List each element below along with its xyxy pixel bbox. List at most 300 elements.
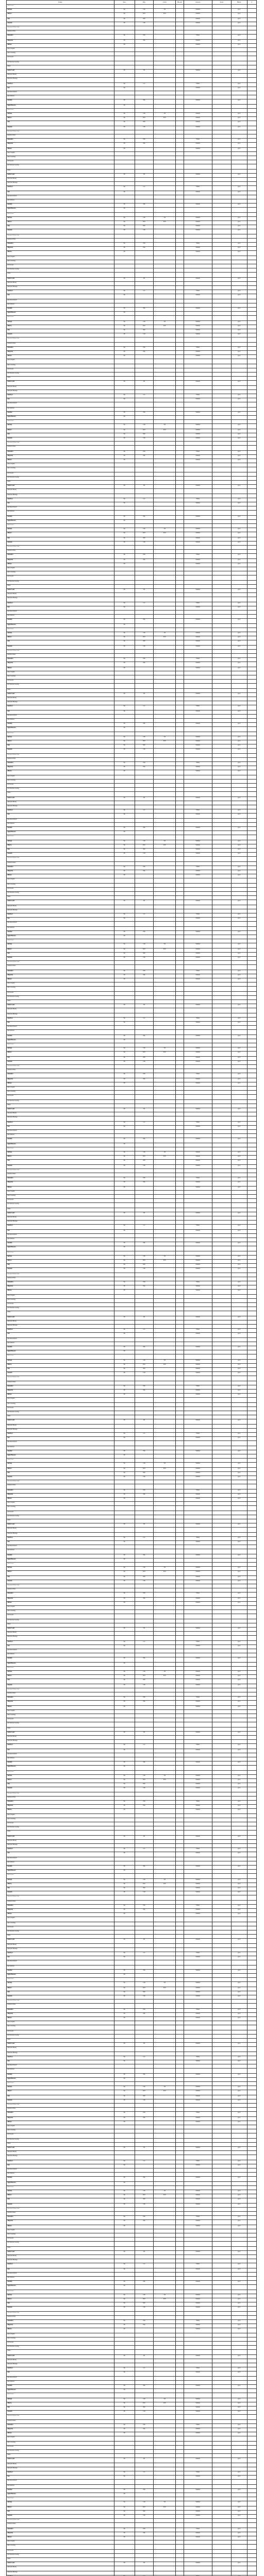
cell-zone bbox=[212, 343, 232, 347]
cell-color bbox=[154, 2030, 176, 2035]
cell-hardy bbox=[231, 1874, 247, 1879]
cell-bloom bbox=[176, 749, 184, 754]
cell-count bbox=[247, 408, 256, 412]
cell-hardy bbox=[231, 1130, 247, 1134]
cell-size bbox=[114, 1999, 135, 2004]
cell-hardy: good bbox=[231, 1879, 247, 1883]
cell-count bbox=[247, 1657, 256, 1663]
cell-bloom bbox=[176, 1866, 184, 1870]
cell-bloom bbox=[176, 377, 184, 381]
cell-name: Alliston bbox=[7, 44, 114, 48]
cell-size: Sm bbox=[114, 1537, 135, 1541]
cell-zone bbox=[212, 74, 232, 78]
cell-height: Crm bbox=[135, 1476, 154, 1480]
cell-season bbox=[184, 1506, 212, 1511]
cell-season bbox=[184, 1303, 212, 1307]
cell-name: Ann bbox=[7, 710, 114, 715]
cell-season bbox=[184, 1295, 212, 1299]
cell-size: Ml bbox=[114, 563, 135, 567]
cell-season: Summer bbox=[184, 619, 212, 624]
cell-zone bbox=[212, 1948, 232, 1952]
cell-count bbox=[247, 632, 256, 636]
cell-count bbox=[247, 684, 256, 689]
cell-size bbox=[114, 987, 135, 992]
cell-zone bbox=[212, 2151, 232, 2155]
cell-bloom bbox=[176, 1147, 184, 1151]
cell-hardy bbox=[231, 1814, 247, 1818]
cell-count bbox=[247, 784, 256, 788]
cell-zone bbox=[212, 701, 232, 705]
cell-color bbox=[154, 95, 176, 99]
cell-hardy: good bbox=[231, 1108, 247, 1112]
cell-count bbox=[247, 2021, 256, 2025]
cell-zone bbox=[212, 537, 232, 541]
cell-color bbox=[154, 779, 176, 784]
table-row bbox=[7, 1230, 257, 1234]
table-row bbox=[7, 1787, 257, 1792]
table-row bbox=[7, 260, 257, 264]
cell-zone bbox=[212, 1883, 232, 1887]
table-row bbox=[7, 221, 257, 225]
cell-bloom bbox=[176, 455, 184, 459]
cell-hardy: good bbox=[231, 809, 247, 814]
cell-height: Yel bbox=[135, 2147, 154, 2151]
cell-bloom bbox=[176, 1372, 184, 1376]
cell-color bbox=[154, 1732, 176, 1736]
cell-name: Amethyst bbox=[7, 705, 114, 710]
cell-bloom bbox=[176, 1753, 184, 1757]
cell-zone bbox=[212, 593, 232, 597]
cell-season: Summer bbox=[184, 1316, 212, 1320]
cell-zone bbox=[212, 680, 232, 684]
cell-name: Allegretta bbox=[7, 1285, 114, 1290]
cell-size: Ml bbox=[114, 2121, 135, 2125]
cell-season bbox=[184, 264, 212, 268]
cell-color bbox=[154, 662, 176, 667]
cell-count bbox=[247, 1246, 256, 1251]
cell-name: Alice Greening bbox=[7, 675, 114, 680]
cell-name: Alex bbox=[7, 225, 114, 229]
cell-count bbox=[247, 1999, 256, 2004]
cell-count bbox=[247, 740, 256, 744]
cell-height bbox=[135, 835, 154, 840]
cell-zone bbox=[212, 22, 232, 26]
cell-height bbox=[135, 1870, 154, 1874]
cell-name: Alex bbox=[7, 849, 114, 853]
cell-hardy bbox=[231, 299, 247, 303]
cell-color bbox=[154, 1246, 176, 1251]
cell-size bbox=[114, 1861, 135, 1866]
cell-name: Annabel bbox=[7, 516, 114, 520]
cell-hardy bbox=[231, 1415, 247, 1419]
cell-color bbox=[154, 337, 176, 343]
cell-count bbox=[247, 1065, 256, 1069]
cell-height: Yel bbox=[135, 485, 154, 489]
cell-bloom bbox=[176, 823, 184, 827]
cell-zone bbox=[212, 1879, 232, 1883]
cell-bloom bbox=[176, 282, 184, 286]
cell-count bbox=[247, 13, 256, 18]
table-row bbox=[7, 1970, 257, 1974]
cell-name: Ann Sullivan bbox=[7, 1134, 114, 1138]
cell-name: American Beauty bbox=[7, 1632, 114, 1636]
cell-height: Lav bbox=[135, 1018, 154, 1022]
cell-height bbox=[135, 416, 154, 420]
cell-season bbox=[184, 1926, 212, 1930]
cell-color: Yel bbox=[154, 1567, 176, 1571]
cell-season: Summer bbox=[184, 1108, 212, 1112]
cell-bloom bbox=[176, 1641, 184, 1645]
cell-season: Winter bbox=[184, 498, 212, 502]
cell-zone bbox=[212, 2139, 232, 2143]
cell-zone bbox=[212, 896, 232, 900]
cell-hardy bbox=[231, 1533, 247, 1537]
table-row bbox=[7, 1506, 257, 1511]
table-row bbox=[7, 705, 257, 710]
cell-name: Abbie Forest bbox=[7, 1771, 114, 1775]
cell-bloom bbox=[176, 1779, 184, 1783]
cell-color: Yel bbox=[154, 217, 176, 221]
table-row bbox=[7, 1567, 257, 1571]
cell-height: Lav bbox=[135, 1537, 154, 1541]
cell-height: Ptch bbox=[135, 429, 154, 433]
cell-name: Allegretta bbox=[7, 1909, 114, 1913]
cell-hardy: good bbox=[231, 498, 247, 502]
table-row bbox=[7, 1905, 257, 1909]
cell-bloom bbox=[176, 2009, 184, 2013]
cell-height bbox=[135, 1895, 154, 1901]
cell-zone bbox=[212, 840, 232, 844]
cell-height bbox=[135, 459, 154, 463]
table-row bbox=[7, 1866, 257, 1870]
cell-size bbox=[114, 581, 135, 585]
cell-height: Ptch bbox=[135, 1052, 154, 1057]
cell-zone bbox=[212, 372, 232, 377]
cell-bloom bbox=[176, 1061, 184, 1065]
cell-color bbox=[154, 1290, 176, 1295]
cell-bloom bbox=[176, 554, 184, 559]
cell-zone bbox=[212, 333, 232, 337]
cell-count bbox=[247, 853, 256, 857]
cell-season: Summer bbox=[184, 589, 212, 593]
cell-zone bbox=[212, 1329, 232, 1333]
cell-size bbox=[114, 888, 135, 892]
cell-zone bbox=[212, 1952, 232, 1956]
cell-height bbox=[135, 1502, 154, 1506]
cell-count bbox=[247, 437, 256, 442]
cell-zone bbox=[212, 195, 232, 199]
cell-hardy bbox=[231, 377, 247, 381]
cell-season bbox=[184, 1459, 212, 1463]
cell-zone bbox=[212, 775, 232, 779]
cell-color bbox=[154, 1727, 176, 1732]
cell-name: All Varieties Growing bbox=[7, 61, 114, 65]
cell-name: Ann Sullivan bbox=[7, 1965, 114, 1970]
cell-name: Alabama Wmel bbox=[7, 758, 114, 762]
cell-color bbox=[154, 70, 176, 74]
cell-color bbox=[154, 1787, 176, 1792]
cell-count bbox=[247, 394, 256, 398]
cell-hardy bbox=[231, 701, 247, 705]
cell-name: Alice Greening bbox=[7, 52, 114, 56]
cell-color bbox=[154, 650, 176, 654]
cell-count bbox=[247, 1441, 256, 1446]
cell-size bbox=[114, 477, 135, 481]
cell-name: Annabel bbox=[7, 2074, 114, 2078]
cell-size: Sm bbox=[114, 744, 135, 749]
table-row bbox=[7, 1722, 257, 1727]
table-row bbox=[7, 1727, 257, 1732]
cell-hardy bbox=[231, 571, 247, 575]
cell-count bbox=[247, 1100, 256, 1104]
cell-name: Ann Dean Nuttall bbox=[7, 1234, 114, 1238]
cell-season bbox=[184, 195, 212, 199]
cell-height bbox=[135, 390, 154, 394]
cell-color bbox=[154, 646, 176, 650]
cell-name: American Beauty bbox=[7, 1736, 114, 1740]
cell-bloom bbox=[176, 2021, 184, 2025]
cell-bloom bbox=[176, 286, 184, 290]
cell-zone bbox=[212, 1740, 232, 1744]
cell-size bbox=[114, 1930, 135, 1935]
cell-name: Alberta bbox=[7, 1052, 114, 1057]
cell-name: Alice Chaplin bbox=[7, 775, 114, 779]
cell-height: Yel bbox=[135, 693, 154, 697]
cell-bloom bbox=[176, 1246, 184, 1251]
cell-season bbox=[184, 105, 212, 109]
cell-name: Apple Blossom bbox=[7, 105, 114, 109]
cell-hardy: good bbox=[231, 528, 247, 532]
cell-color bbox=[154, 170, 176, 174]
cell-zone bbox=[212, 870, 232, 874]
cell-hardy bbox=[231, 982, 247, 987]
cell-count bbox=[247, 957, 256, 961]
cell-hardy: good bbox=[231, 1905, 247, 1909]
cell-zone bbox=[212, 239, 232, 243]
cell-season bbox=[184, 1087, 212, 1091]
cell-count bbox=[247, 1628, 256, 1632]
cell-bloom bbox=[176, 1411, 184, 1415]
cell-count bbox=[247, 1533, 256, 1537]
cell-bloom bbox=[176, 550, 184, 554]
cell-count bbox=[247, 44, 256, 48]
cell-hardy: good bbox=[231, 1952, 247, 1956]
cell-color bbox=[154, 2133, 176, 2139]
cell-name: Alberta bbox=[7, 13, 114, 18]
cell-hardy: good bbox=[231, 1494, 247, 1498]
cell-name: Allure bbox=[7, 377, 114, 381]
cell-size bbox=[114, 30, 135, 35]
cell-bloom bbox=[176, 640, 184, 646]
cell-bloom bbox=[176, 1852, 184, 1857]
cell-hardy: good bbox=[231, 1498, 247, 1502]
cell-count bbox=[247, 1982, 256, 1987]
cell-hardy: good bbox=[231, 251, 247, 256]
table-row bbox=[7, 770, 257, 775]
cell-season: Summer bbox=[184, 1472, 212, 1476]
cell-count bbox=[247, 939, 256, 943]
table-row bbox=[7, 1256, 257, 1260]
cell-zone bbox=[212, 1173, 232, 1177]
cell-count bbox=[247, 316, 256, 321]
cell-bloom bbox=[176, 213, 184, 217]
cell-size: Ml bbox=[114, 827, 135, 831]
table-row bbox=[7, 1134, 257, 1138]
cell-season bbox=[184, 1771, 212, 1775]
cell-color bbox=[154, 1043, 176, 1047]
cell-zone bbox=[212, 178, 232, 182]
cell-height bbox=[135, 1216, 154, 1221]
cell-count bbox=[247, 204, 256, 208]
cell-season bbox=[184, 992, 212, 996]
cell-height bbox=[135, 156, 154, 160]
cell-count bbox=[247, 1930, 256, 1935]
cell-hardy bbox=[231, 359, 247, 364]
cell-count bbox=[247, 1965, 256, 1970]
cell-season bbox=[184, 1753, 212, 1757]
cell-season bbox=[184, 506, 212, 511]
cell-hardy bbox=[231, 754, 247, 758]
cell-hardy: good bbox=[231, 83, 247, 87]
header-zone: Zone bbox=[212, 1, 232, 5]
cell-count bbox=[247, 368, 256, 372]
cell-count bbox=[247, 1909, 256, 1913]
cell-size bbox=[114, 1354, 135, 1360]
cell-season bbox=[184, 1935, 212, 1939]
cell-color: Yel bbox=[154, 1671, 176, 1675]
table-row bbox=[7, 299, 257, 303]
cell-hardy: good bbox=[231, 1346, 247, 1350]
cell-name: Alabama Wmel bbox=[7, 1381, 114, 1385]
cell-size bbox=[114, 1895, 135, 1901]
cell-color bbox=[154, 693, 176, 697]
cell-height: Pnk bbox=[135, 516, 154, 520]
cell-zone bbox=[212, 1710, 232, 1714]
cell-bloom bbox=[176, 1861, 184, 1866]
cell-name: Alice Greening bbox=[7, 1195, 114, 1199]
cell-hardy bbox=[231, 575, 247, 581]
cell-count bbox=[247, 1230, 256, 1234]
cell-name: Ann Sullivan bbox=[7, 1861, 114, 1866]
cell-zone bbox=[212, 1974, 232, 1978]
cell-count bbox=[247, 511, 256, 516]
cell-size bbox=[114, 2129, 135, 2133]
cell-zone bbox=[212, 1533, 232, 1537]
cell-season bbox=[184, 1407, 212, 1411]
cell-hardy: good bbox=[231, 1472, 247, 1476]
cell-count bbox=[247, 1311, 256, 1316]
table-row bbox=[7, 1684, 257, 1688]
cell-height: Pnk bbox=[135, 1970, 154, 1974]
cell-height bbox=[135, 109, 154, 113]
cell-bloom bbox=[176, 1657, 184, 1663]
cell-color bbox=[154, 1078, 176, 1082]
cell-hardy bbox=[231, 78, 247, 83]
table-row bbox=[7, 719, 257, 723]
cell-size: Ml bbox=[114, 619, 135, 624]
cell-height: Pnk bbox=[135, 204, 154, 208]
cell-bloom bbox=[176, 1087, 184, 1091]
cell-height: Yel bbox=[135, 1108, 154, 1112]
cell-bloom bbox=[176, 126, 184, 130]
cell-season: Summer bbox=[184, 321, 212, 325]
cell-size bbox=[114, 1069, 135, 1073]
cell-color bbox=[154, 1706, 176, 1710]
cell-color bbox=[154, 199, 176, 204]
cell-hardy bbox=[231, 1822, 247, 1826]
cell-zone bbox=[212, 905, 232, 909]
cell-season: Summer bbox=[184, 1368, 212, 1372]
cell-name: All Seasons bbox=[7, 1303, 114, 1307]
header-bloom: Bloom bbox=[176, 1, 184, 5]
cell-height bbox=[135, 689, 154, 693]
cell-count bbox=[247, 1242, 256, 1246]
cell-name: Ann bbox=[7, 502, 114, 506]
cell-size: Sm bbox=[114, 1879, 135, 1883]
cell-hardy bbox=[231, 1519, 247, 1523]
cell-hardy bbox=[231, 208, 247, 213]
cell-height bbox=[135, 1935, 154, 1939]
cell-name: Alex bbox=[7, 329, 114, 333]
cell-size: Sm bbox=[114, 321, 135, 325]
cell-zone bbox=[212, 2009, 232, 2013]
table-row bbox=[7, 853, 257, 857]
table-row bbox=[7, 775, 257, 779]
cell-color bbox=[154, 2151, 176, 2155]
table-row bbox=[7, 390, 257, 394]
cell-bloom bbox=[176, 1329, 184, 1333]
cell-zone bbox=[212, 2017, 232, 2021]
cell-hardy: good bbox=[231, 325, 247, 329]
cell-hardy bbox=[231, 909, 247, 913]
cell-name: American Heritage bbox=[7, 909, 114, 913]
cell-season: Winter bbox=[184, 1073, 212, 1078]
cell-season: Summer bbox=[184, 749, 212, 754]
cell-size bbox=[114, 1013, 135, 1018]
cell-hardy: good bbox=[231, 2060, 247, 2064]
cell-color bbox=[154, 996, 176, 1000]
cell-bloom bbox=[176, 819, 184, 823]
cell-size bbox=[114, 1208, 135, 1212]
cell-count bbox=[247, 835, 256, 840]
cell-count bbox=[247, 723, 256, 727]
cell-name: Allure bbox=[7, 1415, 114, 1419]
table-row bbox=[7, 1441, 257, 1446]
cell-count bbox=[247, 1771, 256, 1775]
table-row bbox=[7, 866, 257, 870]
cell-size: Sm bbox=[114, 1437, 135, 1441]
cell-hardy bbox=[231, 1169, 247, 1173]
table-row bbox=[7, 18, 257, 22]
cell-bloom bbox=[176, 5, 184, 9]
cell-name: Ann bbox=[7, 1645, 114, 1649]
table-row bbox=[7, 1346, 257, 1350]
section-row bbox=[7, 1459, 257, 1463]
table-row bbox=[7, 2121, 257, 2125]
cell-height: Mrn bbox=[135, 18, 154, 22]
cell-bloom bbox=[176, 922, 184, 927]
cell-name: Alabama Wmel bbox=[7, 1692, 114, 1697]
cell-season bbox=[184, 1714, 212, 1718]
cell-season bbox=[184, 481, 212, 485]
cell-size bbox=[114, 234, 135, 239]
table-row bbox=[7, 2074, 257, 2078]
cell-season bbox=[184, 402, 212, 408]
cell-count bbox=[247, 736, 256, 740]
cell-size: Sm bbox=[114, 1576, 135, 1580]
cell-count bbox=[247, 1883, 256, 1887]
table-row bbox=[7, 459, 257, 463]
